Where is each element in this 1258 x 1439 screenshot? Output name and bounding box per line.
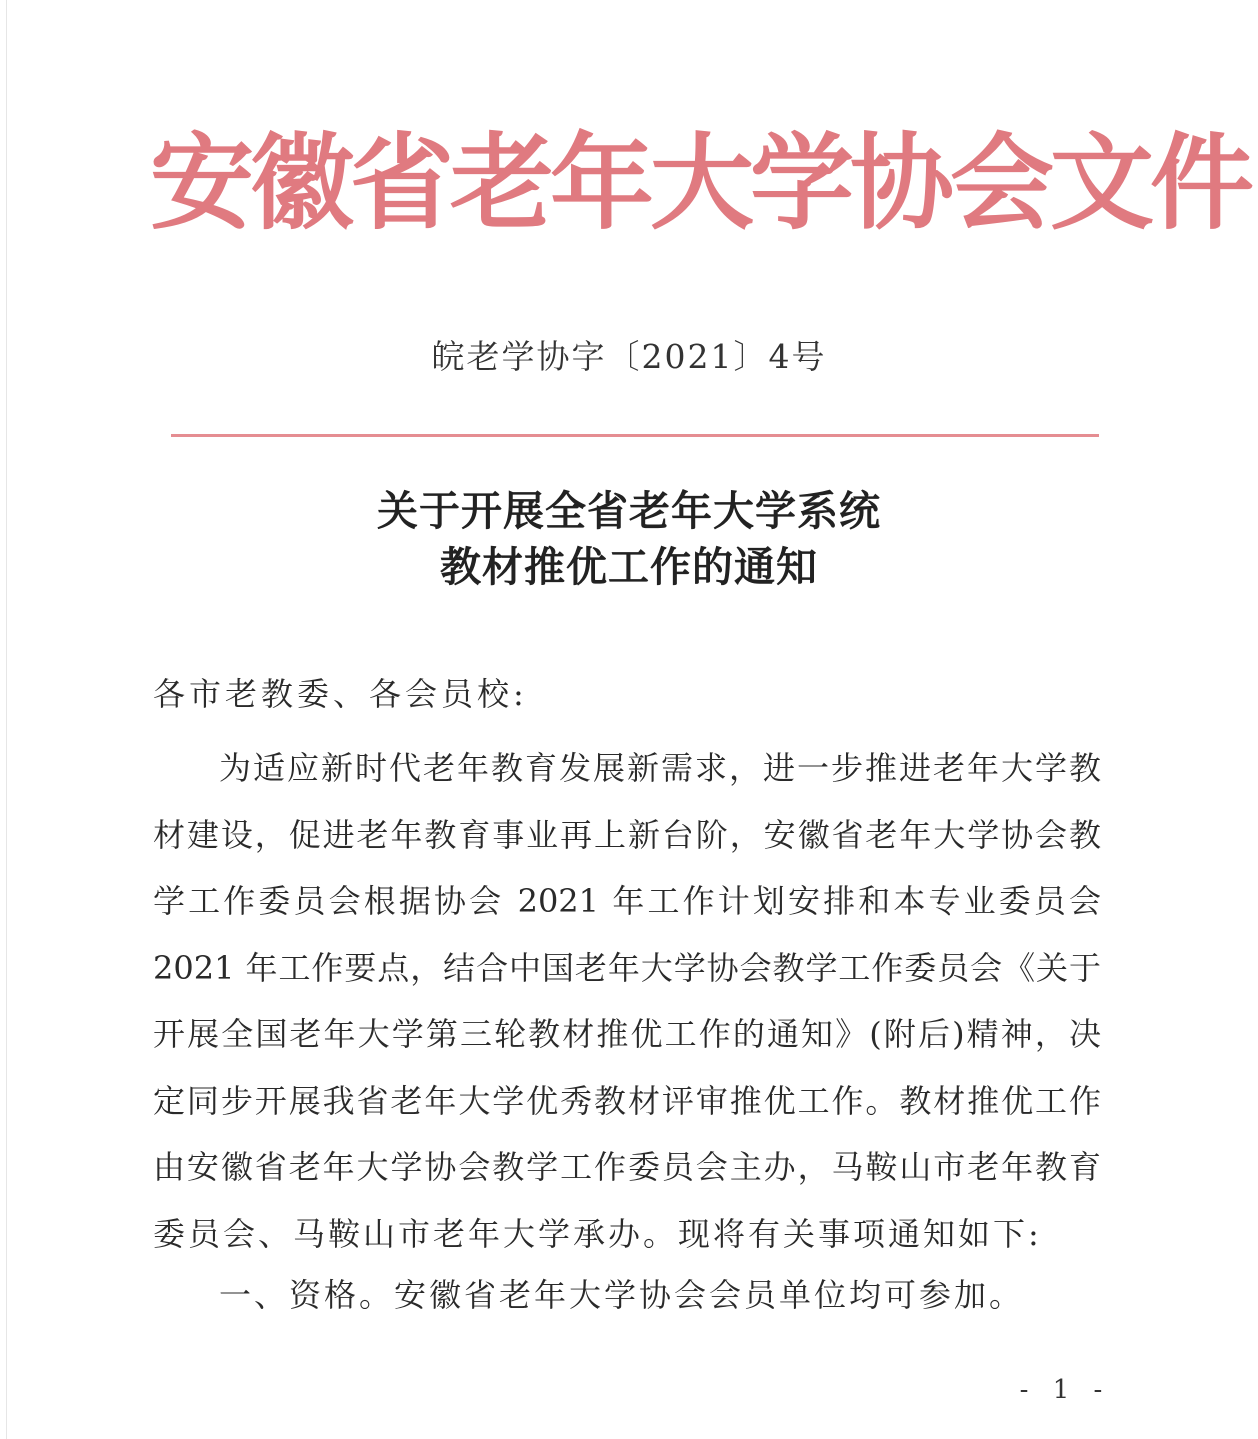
salutation: 各市老教委、各会员校:	[153, 675, 528, 713]
paragraph-line: 学工作委员会根据协会 2021 年工作计划安排和本专业委员会	[153, 882, 1101, 920]
body-paragraph	[153, 735, 1101, 1267]
document-title-line-2: 教材推优工作的通知	[440, 543, 818, 591]
paragraph-line: 委员会、马鞍山市老年大学承办。现将有关事项通知如下:	[153, 1214, 1042, 1253]
scan-edge-line	[6, 0, 7, 1439]
section-item-qualification: 一、资格。安徽省老年大学协会会员单位均可参加。	[219, 1276, 1025, 1314]
paragraph-line: 材建设，促进老年教育事业再上新台阶，安徽省老年大学协会教	[153, 815, 1101, 854]
document-title	[0, 483, 1258, 595]
paragraph-line: 定同步开展我省老年大学优秀教材评审推优工作。教材推优工作	[153, 1081, 1101, 1120]
paragraph-line: 由安徽省老年大学协会教学工作委员会主办，马鞍山市老年教育	[153, 1148, 1101, 1186]
issuer-red-header: 安徽省老年大学协会文件	[150, 122, 1251, 244]
document-title-line-1: 关于开展全省老年大学系统	[377, 487, 881, 535]
paragraph-line: 为适应新时代老年教育发展新需求，进一步推进老年大学教	[219, 749, 1101, 787]
paragraph-line: 开展全国老年大学第三轮教材推优工作的通知》(附后)精神，决	[153, 1015, 1101, 1053]
page-number: - 1 -	[1019, 1375, 1111, 1405]
red-separator-line	[171, 434, 1099, 437]
document-number: 皖老学协字〔2021〕4号	[431, 337, 827, 376]
paragraph-line: 2021 年工作要点，结合中国老年大学协会教学工作委员会《关于	[153, 948, 1101, 987]
